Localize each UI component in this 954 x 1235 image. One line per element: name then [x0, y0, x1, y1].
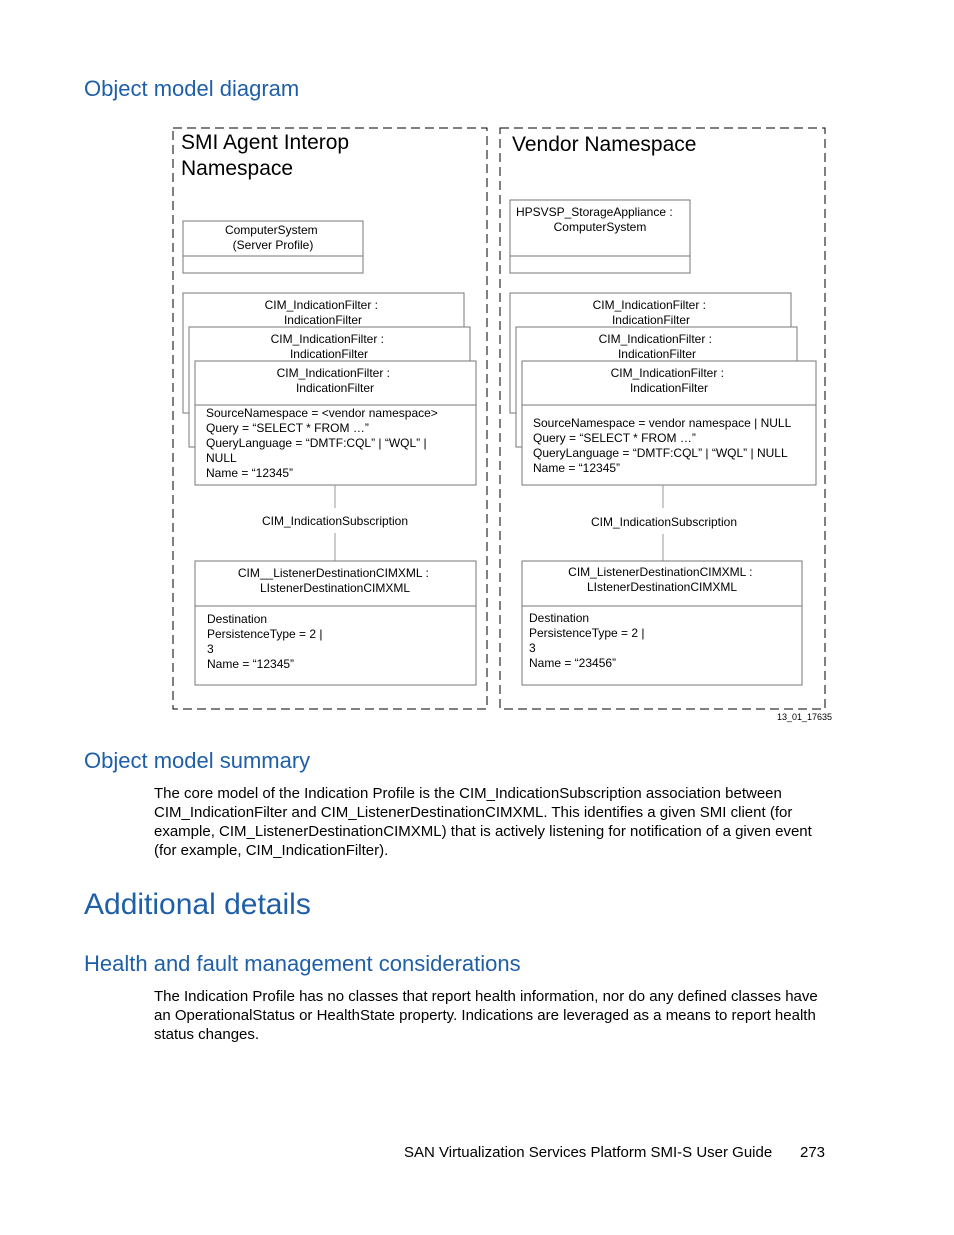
vendor-subscription-label: CIM_IndicationSubscription [590, 515, 738, 529]
interop-subscription-label: CIM_IndicationSubscription [261, 514, 409, 528]
section-title-object-model-diagram: Object model diagram [84, 76, 300, 101]
vendor-filter-properties: SourceNamespace = vendor namespace | NULL Query = “SELECT * FROM …” QueryLanguage = “DMTF:CQL” | “WQL” | NULL Name = “12345” [533, 416, 791, 475]
svg-text:CIM_IndicationFilter : I: CIM_IndicationFilter : IndicationFilter [264, 298, 379, 327]
interop-listener-properties: Destination PersistenceType = 2 | 3 Name = “12345” [207, 612, 323, 671]
summary-paragraph: The core model of the Indication Profile is the CIM_IndicationSubscription association between CIM_IndicationFilter and CIM_ListenerDestinationCIMXML. This identifies a given SMI client (for example, CIM_ListenerDestinationCIMXML) that is actively listening for notification of a given event (for example, CIM_IndicationFilter). [154, 785, 812, 859]
vendor-indication-filter-box-3 [522, 361, 816, 485]
health-paragraph: The Indication Profile has no classes that report health information, nor do any defined classes have an OperationalStatus or HealthState property. Indications are leveraged as a means to report health status changes. [154, 988, 818, 1043]
interop-listener-destination-box [195, 561, 476, 685]
interop-indication-filter-box-3 [195, 361, 476, 485]
vendor-computer-system-box [510, 200, 690, 273]
vendor-namespace-title: Vendor Namespace [512, 133, 697, 156]
svg-text:CIM_IndicationFilter : I: CIM_IndicationFilter : IndicationFilter [592, 298, 707, 327]
vendor-listener-properties: Destination PersistenceType = 2 | 3 Name = “23456” [529, 611, 645, 670]
section-title-object-model-summary: Object model summary [84, 748, 311, 773]
interop-computer-system-box [183, 221, 363, 273]
interop-namespace-title: SMI Agent Interop Namespace [181, 131, 350, 180]
svg-text:HPSVSP_StorageAppliance :: HPSVSP_StorageAppliance : ComputerSystem [515, 205, 673, 234]
svg-text:CIM_IndicationFilter : I: CIM_IndicationFilter : IndicationFilter [270, 332, 385, 361]
svg-text:CIM_IndicationFilter : I: CIM_IndicationFilter : IndicationFilter [610, 366, 725, 395]
svg-text:CIM__ListenerDestinationCIMXML: CIM__ListenerDestinationCIMXML : LIstenerDestinationCIMXML [237, 566, 429, 595]
svg-text:ComputerSystem (Server P: ComputerSystem (Server Profile) [224, 223, 318, 252]
svg-text:CIM_IndicationFilter : I: CIM_IndicationFilter : IndicationFilter [598, 332, 713, 361]
chapter-title-additional-details: Additional details [84, 888, 311, 921]
interop-filter-properties: SourceNamespace = <vendor namespace> Query = “SELECT * FROM …” QueryLanguage = “DMTF:CQL” | “WQL” | NULL Name = “12345” [206, 406, 438, 480]
footer-page-number: 273 [800, 1144, 826, 1161]
footer-guide-title: SAN Virtualization Services Platform SMI-S User Guide [404, 1144, 773, 1161]
svg-text:CIM_IndicationFilter : I: CIM_IndicationFilter : IndicationFilter [276, 366, 391, 395]
vendor-listener-destination-box [522, 561, 802, 685]
figure-id: 13_01_17635 [776, 712, 832, 722]
svg-text:CIM_ListenerDestinationCIMXML: CIM_ListenerDestinationCIMXML : LIstenerDestinationCIMXML [568, 565, 753, 594]
section-title-health-fault: Health and fault management considerations [84, 951, 521, 976]
